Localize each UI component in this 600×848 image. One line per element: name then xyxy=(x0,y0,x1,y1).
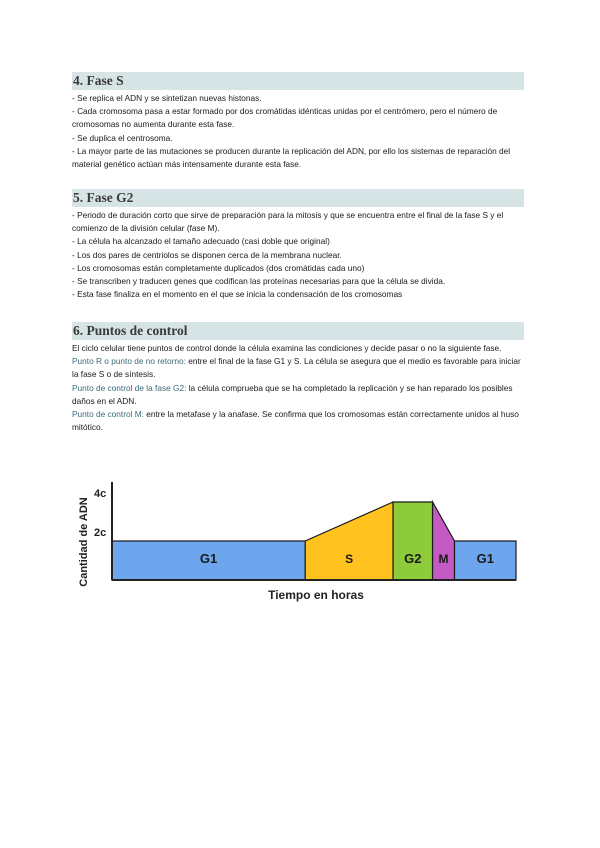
bullet-line: - La mayor parte de las mutaciones se producen durante la replicación del ADN, por ello los sistemas de reparación del material genético actúan más intensamente durante esta fase. xyxy=(72,145,511,170)
bullet-line: - Los cromosomas están completamente duplicados (dos cromátidas cada uno) xyxy=(72,262,365,273)
section-fase-g2 xyxy=(72,189,524,301)
phase-label-m-3: M xyxy=(438,552,449,566)
checkpoint-text: entre la metafase y la anafase. Se confirma que los cromosomas están correctamente unidos al huso mitótico. xyxy=(72,409,519,433)
section-puntos-de-control xyxy=(72,322,524,434)
dna-cell-cycle-chart xyxy=(72,470,532,610)
checkpoint-label: Punto de control M: xyxy=(72,409,144,420)
bullet-line: - La célula ha alcanzado el tamaño adecuado (casi doble que original) xyxy=(72,236,330,247)
y-tick-2c: 2c xyxy=(94,527,107,539)
chart-svg xyxy=(72,470,532,610)
phase-label-g1-0: G1 xyxy=(199,551,218,566)
phase-label-g1-4: G1 xyxy=(476,551,494,566)
checkpoint-m xyxy=(72,408,524,434)
phase-area-s-1 xyxy=(305,502,393,580)
checkpoint-label: Punto R o punto de no retorno: xyxy=(72,356,186,367)
bullet-line: - Cada cromosoma pasa a estar formado por dos cromátidas idénticas unidas por el centrómero, pero el número de cromosomas no aumenta durante esta fase. xyxy=(72,106,498,130)
phase-area-m-3 xyxy=(433,502,455,580)
phase-layer xyxy=(112,502,516,580)
section-heading: 6. Puntos de control xyxy=(72,322,524,340)
section-heading: 4. Fase S xyxy=(72,72,524,90)
bullet-line: - Esta fase finaliza en el momento en el que se inicia la condensación de los cromosomas xyxy=(72,289,403,300)
checkpoint-g2 xyxy=(72,382,524,408)
phase-label-g2-2: G2 xyxy=(404,551,422,566)
section-fase-s xyxy=(72,72,524,171)
bullet-line: - Los dos pares de centriolos se disponen cerca de la membrana nuclear. xyxy=(72,249,342,260)
phase-area-g2-2 xyxy=(393,502,433,580)
bullet-line: - Se replica el ADN y se sintetizan nuevas histonas. xyxy=(72,93,262,103)
section-heading: 5. Fase G2 xyxy=(72,189,524,207)
checkpoint-r xyxy=(72,355,524,381)
checkpoint-text: la célula comprueba que se ha completado la replicación y se han reparado los posibles daños en el ADN. xyxy=(72,382,513,406)
bullet-line: - Se duplica el centrosoma. xyxy=(72,132,173,143)
y-tick-4c: 4c xyxy=(94,488,107,500)
bullet-line: - Periodo de duración corto que sirve de preparación para la mitosis y que se encuentra entre el final de la fase S y el comienzo de la división celular (fase M). xyxy=(72,210,504,234)
checkpoint-text: entre el final de la fase G1 y S. La célula se asegura que el medio es favorable para iniciar la fase S o de síntesis. xyxy=(72,356,521,380)
section-body xyxy=(72,342,524,434)
section-body xyxy=(72,92,524,171)
checkpoint-label: Punto de control de la fase G2: xyxy=(72,382,187,393)
bullet-line: - Se transcriben y traducen genes que codifican las proteínas necesarias para que la célula se divida. xyxy=(72,276,446,287)
section-body xyxy=(72,209,524,301)
phase-label-s-1: S xyxy=(345,552,354,566)
x-axis-label: Tiempo en horas xyxy=(268,588,364,602)
intro-paragraph: El ciclo celular tiene puntos de control donde la célula examina las condiciones y decide pasar o no la siguiente fase. xyxy=(72,343,502,353)
y-axis-label: Cantidad de ADN xyxy=(78,497,90,587)
